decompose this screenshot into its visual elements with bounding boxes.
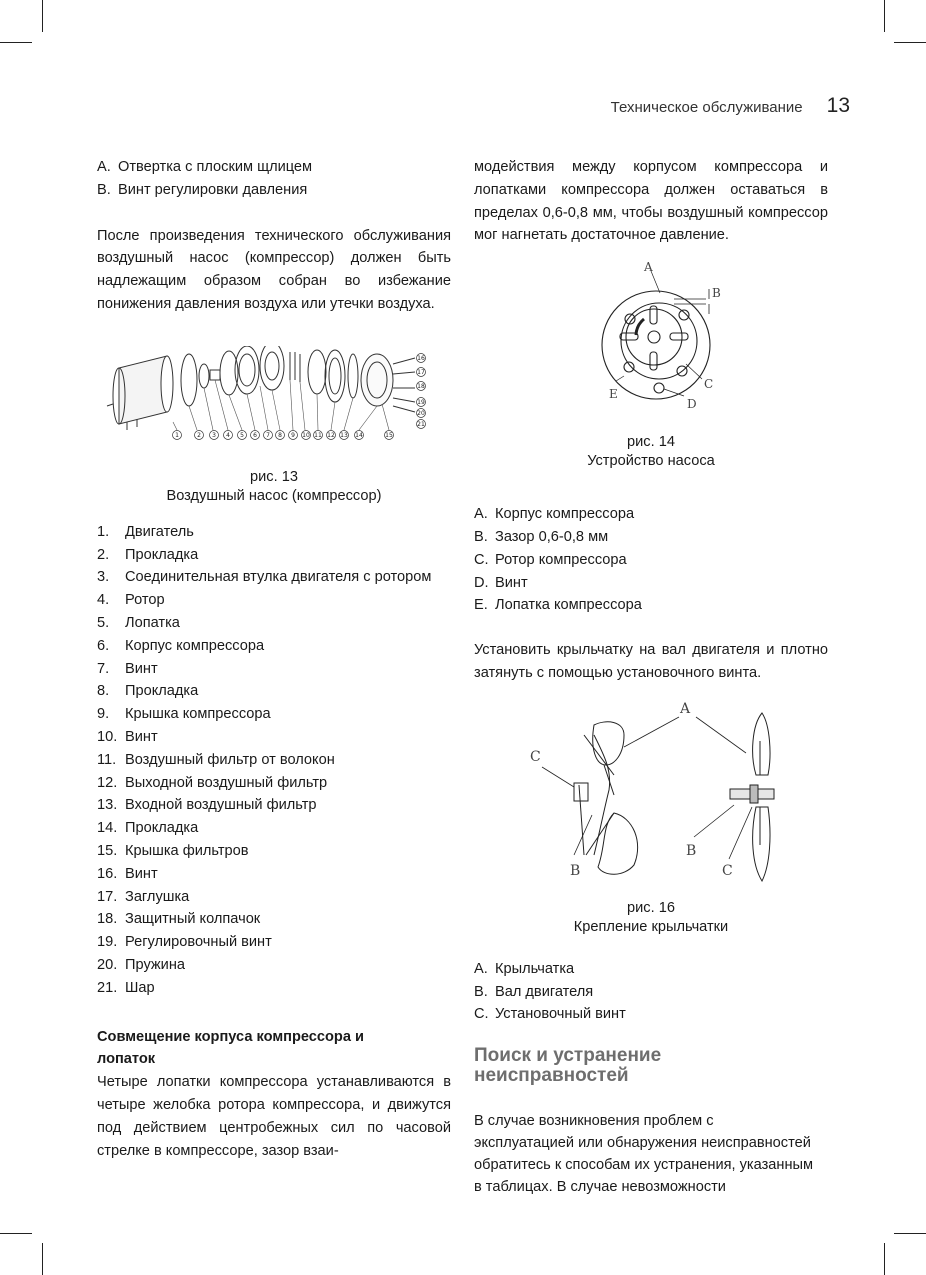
list-item xyxy=(97,156,451,179)
list-text: Отвертка с плоским щлицем xyxy=(118,159,313,175)
callout-label: 3 xyxy=(212,431,216,439)
callout-label: 2 xyxy=(197,431,201,439)
callout-4 xyxy=(224,430,233,439)
list-item xyxy=(474,1003,828,1026)
list-item xyxy=(97,680,451,703)
left-column xyxy=(97,156,451,1162)
list-marker: B. xyxy=(474,983,488,1000)
fig14-label-e: E xyxy=(609,387,618,402)
crop-mark xyxy=(0,1233,32,1234)
impeller-mounting-diagram xyxy=(474,695,828,885)
fig14-label-a: A xyxy=(644,261,653,275)
callout-label: 12 xyxy=(327,431,335,439)
list-marker: C. xyxy=(474,551,489,568)
callout-19 xyxy=(417,397,426,406)
list-text: Крышка компрессора xyxy=(125,706,271,723)
list-marker: 9. xyxy=(97,706,110,723)
callout-label: 4 xyxy=(226,431,230,439)
crop-mark xyxy=(42,0,43,32)
list-marker: 21. xyxy=(97,979,118,996)
align-heading: Совмещение корпуса компрессора и лопаток xyxy=(97,1028,364,1068)
fig16-label-c: C xyxy=(530,748,541,765)
crop-mark xyxy=(894,42,926,43)
callout-14 xyxy=(355,430,364,439)
list-text: Винт xyxy=(125,728,158,745)
list-marker: 18. xyxy=(97,911,118,928)
troubleshoot-heading: Поиск и устранение неисправностей xyxy=(474,1045,662,1087)
list-text: Пружина xyxy=(125,956,185,973)
fig14-label-b: B xyxy=(712,286,721,301)
list-item xyxy=(474,572,828,595)
figure-13-caption xyxy=(97,468,451,506)
figure-13 xyxy=(97,346,451,456)
list-marker: 13. xyxy=(97,797,118,814)
pump-structure-diagram xyxy=(474,261,828,421)
callout-label: 20 xyxy=(417,409,425,417)
list-marker: 20. xyxy=(97,956,118,973)
list-marker: 12. xyxy=(97,774,118,791)
callout-21 xyxy=(417,419,426,428)
align-paragraph: Четыре лопатки компрессора устанавливаются в четыре желобка ротора компрессора, и движутся под действием центробежных сил по часовой стрелке в компрессоре, зазор взаи- xyxy=(97,1074,451,1159)
fig16-label-b: B xyxy=(686,842,697,859)
caption-title: Устройство насоса xyxy=(587,453,715,470)
list-text: Защитный колпачок xyxy=(125,911,261,928)
list-marker: D. xyxy=(474,574,489,591)
list-marker: 15. xyxy=(97,842,118,859)
callout-label: 16 xyxy=(417,354,425,362)
list-item xyxy=(474,503,828,526)
crop-mark xyxy=(0,42,32,43)
list-marker: 7. xyxy=(97,660,110,677)
list-item xyxy=(97,954,451,977)
callout-label: 10 xyxy=(302,431,310,439)
troubleshoot-paragraph: В случае возникновения проблем с эксплуатацией или обнаружения неисправностей обратитесь к способам их устранения, указанным в таблицах. В случае невозможности xyxy=(474,1113,814,1196)
callout-8 xyxy=(276,430,285,439)
list-text: Вал двигателя xyxy=(495,983,594,1000)
section-title: Техническое обслуживание xyxy=(610,99,803,116)
running-head xyxy=(611,94,850,118)
list-marker: E. xyxy=(474,597,488,614)
list-item xyxy=(474,594,828,617)
callout-5 xyxy=(238,430,247,439)
list-text: Шар xyxy=(125,979,155,996)
callout-label: 11 xyxy=(314,431,322,439)
callout-2 xyxy=(195,430,204,439)
callout-10 xyxy=(302,430,311,439)
list-item xyxy=(97,658,451,681)
intro-paragraph: После произведения технического обслуживания воздушный насос (компрессор) должен быть надлежащим образом собран во избежание понижения давления воздуха или утечки воздуха. xyxy=(97,227,451,312)
callout-12 xyxy=(327,430,336,439)
list-marker: B. xyxy=(474,528,488,545)
list-text: Винт xyxy=(495,574,528,591)
fig14-label-d: D xyxy=(687,397,697,412)
list-text: Воздушный фильтр от волокон xyxy=(125,751,335,768)
list-marker: 10. xyxy=(97,728,118,745)
continuation-paragraph: модействия между корпусом компрессора и лопатками компрессора должен оставаться в пределах 0,6-0,8 мм, чтобы воздушный компрессор мог нагнетать достаточное давление. xyxy=(474,159,828,244)
callout-label: 7 xyxy=(266,431,270,439)
crop-mark xyxy=(42,1243,43,1275)
list-item xyxy=(97,179,451,202)
callout-label: 19 xyxy=(417,398,425,406)
list-item xyxy=(97,544,451,567)
list-item xyxy=(97,772,451,795)
list-item xyxy=(97,521,451,544)
callout-18 xyxy=(417,381,426,390)
figure-14 xyxy=(474,261,828,421)
list-item xyxy=(97,931,451,954)
callout-label: 1 xyxy=(175,431,179,439)
pump-parts-list xyxy=(474,503,828,617)
list-marker: 17. xyxy=(97,888,118,905)
list-text: Входной воздушный фильтр xyxy=(125,797,317,814)
callout-label: 13 xyxy=(340,431,348,439)
list-text: Регулировочный винт xyxy=(125,934,272,951)
list-marker: A. xyxy=(474,960,488,977)
list-item xyxy=(97,566,451,589)
list-text: Корпус компрессора xyxy=(495,506,635,523)
list-item xyxy=(97,908,451,931)
list-item xyxy=(97,703,451,726)
page-number: 13 xyxy=(826,94,850,117)
caption-title: Крепление крыльчатки xyxy=(573,918,729,935)
figure-16-caption xyxy=(474,899,828,937)
list-text: Зазор 0,6-0,8 мм xyxy=(495,528,609,545)
list-text: Заглушка xyxy=(125,888,190,905)
callout-label: 14 xyxy=(355,431,363,439)
list-marker: 4. xyxy=(97,592,110,609)
list-text: Выходной воздушный фильтр xyxy=(125,774,328,791)
list-item xyxy=(97,726,451,749)
compressor-exploded-diagram xyxy=(97,346,451,456)
callout-17 xyxy=(417,367,426,376)
callout-1 xyxy=(173,430,182,439)
list-item xyxy=(474,526,828,549)
list-text: Винт xyxy=(125,865,158,882)
list-marker: B. xyxy=(97,181,111,198)
callout-label: 17 xyxy=(417,368,425,376)
list-text: Установочный винт xyxy=(495,1006,626,1023)
list-text: Крыльчатка xyxy=(495,960,575,977)
tools-list xyxy=(97,156,451,202)
list-item xyxy=(97,886,451,909)
callout-label: 8 xyxy=(278,431,282,439)
list-item xyxy=(97,840,451,863)
callout-3 xyxy=(210,430,219,439)
list-text: Крышка фильтров xyxy=(125,842,249,859)
right-column xyxy=(474,156,828,1198)
parts-list xyxy=(97,521,451,1000)
list-marker: 11. xyxy=(97,751,117,768)
fig16-label-b: B xyxy=(570,862,581,879)
list-marker: 3. xyxy=(97,569,110,586)
callout-label: 21 xyxy=(417,420,425,428)
callout-16 xyxy=(417,353,426,362)
figure-16 xyxy=(474,695,828,885)
caption-number: рис. 16 xyxy=(627,899,675,916)
list-marker: A. xyxy=(97,159,111,175)
callout-label: 6 xyxy=(253,431,257,439)
list-item xyxy=(97,635,451,658)
list-text: Винт регулировки давления xyxy=(118,181,308,198)
list-marker: 8. xyxy=(97,683,110,700)
list-item xyxy=(97,977,451,1000)
list-marker: A. xyxy=(474,506,488,523)
list-text: Лопатка компрессора xyxy=(495,597,642,614)
impeller-paragraph: Установить крыльчатку на вал двигателя и плотно затянуть с помощью установочного винта. xyxy=(474,642,828,681)
list-item xyxy=(97,817,451,840)
caption-number: рис. 13 xyxy=(250,468,298,485)
callout-6 xyxy=(251,430,260,439)
callout-label: 15 xyxy=(385,431,393,439)
list-marker: 14. xyxy=(97,820,118,837)
callout-label: 18 xyxy=(417,382,425,390)
callout-11 xyxy=(314,430,323,439)
caption-number: рис. 14 xyxy=(627,434,675,451)
fig16-label-c: C xyxy=(722,862,733,879)
list-item xyxy=(474,981,828,1004)
callout-15 xyxy=(385,430,394,439)
crop-mark xyxy=(884,0,885,32)
callout-label: 5 xyxy=(240,431,244,439)
list-marker: 5. xyxy=(97,614,110,631)
list-marker: 2. xyxy=(97,546,110,563)
callout-9 xyxy=(289,430,298,439)
list-marker: C. xyxy=(474,1006,489,1023)
list-text: Двигатель xyxy=(125,523,194,540)
list-text: Корпус компрессора xyxy=(125,637,265,654)
list-item xyxy=(474,958,828,981)
list-text: Прокладка xyxy=(125,546,199,563)
list-marker: 6. xyxy=(97,637,110,654)
callout-7 xyxy=(264,430,273,439)
list-text: Прокладка xyxy=(125,683,199,700)
caption-title: Воздушный насос (компрессор) xyxy=(166,487,382,504)
list-item xyxy=(474,549,828,572)
list-marker: 1. xyxy=(97,523,110,540)
crop-mark xyxy=(894,1233,926,1234)
fig14-label-c: C xyxy=(704,377,714,392)
list-item xyxy=(97,863,451,886)
list-item xyxy=(97,612,451,635)
list-marker: 16. xyxy=(97,865,118,882)
callout-20 xyxy=(417,408,426,417)
list-text: Прокладка xyxy=(125,820,199,837)
list-marker: 19. xyxy=(97,934,118,951)
callout-label: 9 xyxy=(291,431,295,439)
list-text: Ротор компрессора xyxy=(495,551,627,568)
list-text: Лопатка xyxy=(125,614,180,631)
list-item xyxy=(97,589,451,612)
list-text: Ротор xyxy=(125,592,165,609)
impeller-parts-list xyxy=(474,958,828,1026)
callout-13 xyxy=(340,430,349,439)
list-text: Винт xyxy=(125,660,158,677)
figure-14-caption xyxy=(474,433,828,471)
fig16-label-a: A xyxy=(680,700,691,717)
list-item xyxy=(97,749,451,772)
list-text: Соединительная втулка двигателя с ротором xyxy=(125,569,432,586)
crop-mark xyxy=(884,1243,885,1275)
list-item xyxy=(97,794,451,817)
